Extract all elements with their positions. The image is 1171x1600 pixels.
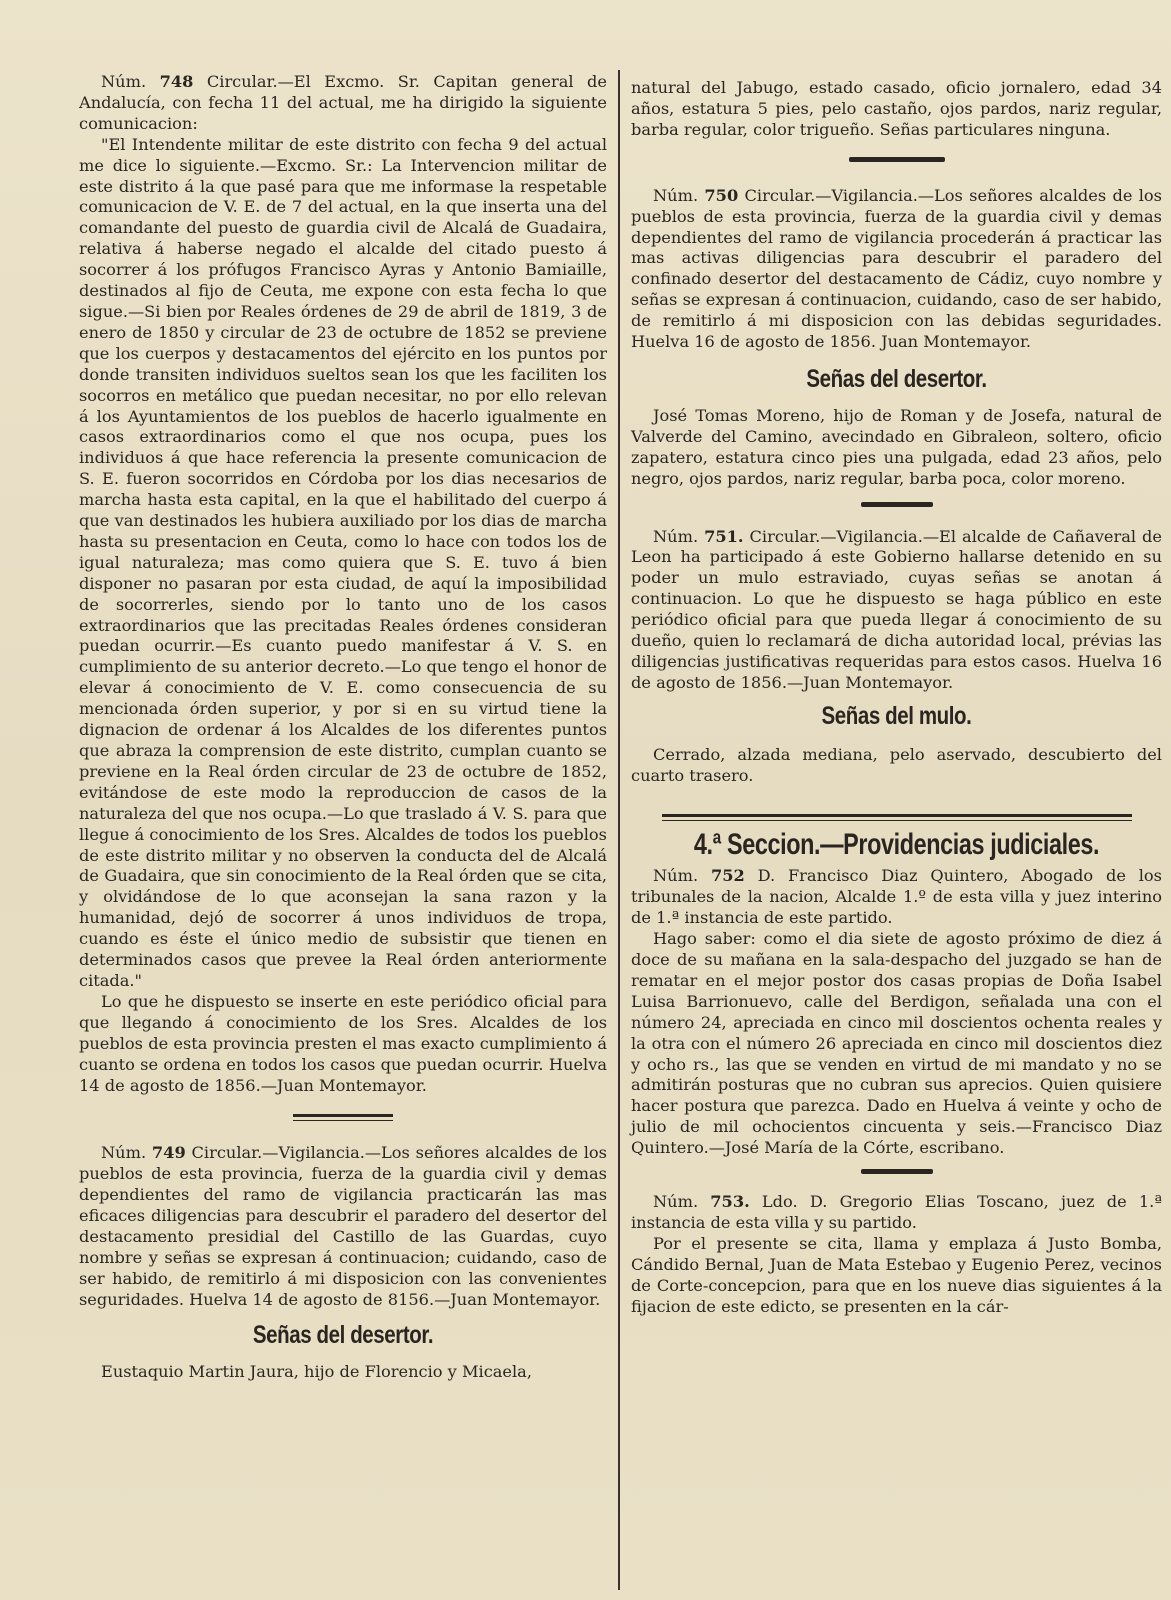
notice-label: Núm. xyxy=(101,1143,147,1163)
notice-label: Núm. xyxy=(653,866,699,886)
notice-text: Circular.—Vigilancia.—Los señores alcaldes de los pueblos de esta provincia, fuerza de la guardia civil y demas dependientes del ramo de vigilancia practicarán las mas eficaces diligencias para descubrir el paradero del desertor del destacamento presidial del Castillo de las Guardas, cuyo nombre y señas se expresan á continuacion; cuidando, caso de ser habido, de remitirlo á mi disposicion con las convenientes seguridades. Huelva 14 de agosto de 8156.—Juan Montemayor. xyxy=(79,1143,607,1309)
mulo-description: Cerrado, alzada mediana, pelo aservado, descubierto del cuarto trasero. xyxy=(631,744,1162,785)
notice-748-close: Lo que he dispuesto se inserte en este periódico oficial para que llegando á conocimiento de los Sres. Alcaldes de los pueblos de esta provincia presten el mas exacto cumplimiento á cuanto se ordena en todos los casos que puedan ocurrir. Huelva 14 de agosto de 1856.—Juan Montemayor. xyxy=(79,991,607,1095)
separator-rule xyxy=(861,1169,933,1174)
notice-number: 753. xyxy=(710,1192,750,1212)
desertor-description: José Tomas Moreno, hijo de Roman y de Josefa, natural de Valverde del Camino, avecindado en Gibraleon, soltero, oficio zapatero, estatura cinco pies una pulgada, edad 23 años, pelo negro, ojos pardos, nariz regular, barba poca, color moreno. xyxy=(631,405,1162,488)
notice-text: D. Francisco Diaz Quintero, Abogado de los tribunales de la nacion, Alcalde 1.º de esta villa y juez interino de 1.ª instancia de este partido. xyxy=(631,866,1162,928)
notice-748-quote: "El Intendente militar de este distrito con fecha 9 del actual me dice lo siguiente.—Excmo. Sr.: La Intervencion militar de este distrito á la que pasé para que me informase la respetable comunicacion de V. E. de 7 del actual, en la que inserta una del comandante del puesto de guardia civil de Alcalá de Guadaira, relativa á haberse negado el alcalde del citado puesto á socorrer á los prófugos Francisco Ayras y Antonio Bamiaille, destinados al fijo de Ceuta, me expone con esta fecha lo que sigue.—Si bien por Reales órdenes de 29 de abril de 1819, 3 de enero de 1850 y circular de 23 de octubre de 1852 se previene que los cuerpos y destacamentos del ejército en los puntos por donde transiten individuos sueltos sean los que les faciliten los socorros en metálico que puedan necesitar, no por ello relevan á los Ayuntamientos de los pueblos de hacerlo igualmente en casos extraordinarios como el que nos ocupa, pues los individuos á que hace referencia la presente comunicacion de S. E. fueron socorridos en Córdoba por los dias necesarios de marcha hasta esta capital, en la que el habilitado del cuerpo á que van destinados les hubiera auxiliado por los dias de marcha hasta su presentacion en Ceuta, como lo hace con todos los de igual naturaleza; mas como quiera que S. E. tuvo á bien disponer no pasaran por esta ciudad, de aquí la imposibilidad de socorrerles, siendo por lo tanto uno de los casos extraordinarios que las precitadas Reales órdenes consideran puedan ocurrir.—Es cuanto puedo manifestar á V. S. en cumplimiento de su anterior decreto.—Lo que tengo el honor de elevar á conocimiento de V. E. como consecuencia de su mencionada órden superior, y por si en su virtud tiene la dignacion de ordenar á los Alcaldes de los diferentes puntos que abraza la comprension de este distrito, cumplan cuanto se previene en la Real órden circular de 23 de octubre de 1852, evitándose de este modo la reproduccion de casos de la naturaleza del que nos ocupa.—Lo que traslado á V. S. para que llegue á conocimiento de los Sres. Alcaldes de todos los pueblos de este distrito militar y no observen la conducta del de Alcalá de Guadaira, que sin conocimiento de la Real órden que se cita, y olvidándose de lo que aconsejan la sana razon y la humanidad, dejó de socorrer á unos individuos de tropa, cuando es éste el único medio de subsistir que tienen en determinados casos que prevee la Real órden anteriormente citada." xyxy=(79,134,607,990)
separator-rule xyxy=(293,1114,393,1121)
notice-752-body: Hago saber: como el dia siete de agosto próximo de diez á doce de su mañana en la sala-despacho del juzgado se han de rematar en el mejor postor dos casas propias de Doña Isabel Luisa Barrionuevo, calle del Berdigon, señalada una con el número 24, apreciada en cinco mil doscientos ochenta reales y la otra con el número 26 apreciada en cinco mil doscientos diez y ocho rs., las que se venden en virtud de mi mandato y no se admitirán posturas que no cubran sus aprecios. Quien quisiere hacer postura que parezca. Dado en Huelva á veinte y ocho de julio de mil ochocientos cincuenta y seis.—Francisco Diaz Quintero.—José María de la Córte, escribano. xyxy=(631,929,1162,1158)
notice-text: Circular.—Vigilancia.—Los señores alcaldes de los pueblos de esta provincia, fuerza de la guardia civil y demas dependientes del ramo de vigilancia procederán á practicar las mas activas diligencias para descubrir el paradero del confinado desertor del destacamento de Cádiz, cuyo nombre y señas se expresan á continuacion, cuidando, caso de ser habido, de remitirlo á mi disposicion con las debidas seguridades. Huelva 16 de agosto de 1856. Juan Montemayor. xyxy=(631,185,1162,352)
notice-number: 748 xyxy=(159,72,194,91)
desertor-heading: Señas del desertor. xyxy=(806,364,987,393)
separator-rule xyxy=(849,157,945,162)
notice-749-intro xyxy=(79,1143,607,1310)
right-column xyxy=(631,78,1162,1318)
notice-number: 749 xyxy=(151,1143,186,1163)
left-column xyxy=(79,72,607,1382)
notice-label: Núm. xyxy=(653,185,699,205)
mulo-heading: Señas del mulo. xyxy=(821,701,972,730)
notice-label: Núm. xyxy=(101,72,147,91)
notice-749-continuation: natural del Jabugo, estado casado, oficio jornalero, edad 34 años, estatura 5 pies, pelo castaño, ojos pardos, nariz regular, barba regular, color trigueño. Señas particulares ninguna. xyxy=(631,78,1162,139)
notice-748-intro xyxy=(79,72,607,135)
section-rule xyxy=(662,814,1132,821)
notice-number: 750 xyxy=(704,185,739,205)
separator-rule xyxy=(861,502,933,507)
desertor-heading: Señas del desertor. xyxy=(252,1320,434,1349)
notice-number: 751. xyxy=(704,526,744,546)
notice-text: Circular.—El Excmo. Sr. Capitan general de Andalucía, con fecha 11 del actual, me ha dirigido la siguiente comunicacion: xyxy=(79,72,607,133)
notice-751-intro xyxy=(631,527,1162,694)
notice-number: 752 xyxy=(710,866,745,886)
notice-label: Núm. xyxy=(653,1192,699,1212)
column-divider xyxy=(618,70,620,1590)
notice-label: Núm. xyxy=(653,526,699,546)
notice-753-intro xyxy=(631,1192,1162,1234)
section-title: 4.ª Seccion.—Providencias judiciales. xyxy=(693,828,1100,862)
notice-750-intro xyxy=(631,186,1162,353)
notice-753-body: Por el presente se cita, llama y emplaza á Justo Bomba, Cándido Bernal, Juan de Mata Estebao y Eugenio Perez, vecinos de Corte-concepcion, para que en los nueve dias siguientes á la fijacion de este edicto, se presenten en la cár- xyxy=(631,1233,1162,1316)
notice-text: Circular.—Vigilancia.—El alcalde de Cañaveral de Leon ha participado á este Gobierno hallarse detenido en su poder un mulo estraviado, cuyas señas se anotan á continuacion. Lo que he dispuesto se haga público en este periódico oficial para que pueda llegar á conocimiento de su dueño, quien lo reclamará de dicha autoridad local, prévias las diligencias justificativas requeridas para estos casos. Huelva 16 de agosto de 1856.—Juan Montemayor. xyxy=(631,526,1162,692)
notice-752-intro xyxy=(631,866,1162,929)
notice-text: Ldo. D. Gregorio Elias Toscano, juez de 1.ª instancia de esta villa y su partido. xyxy=(631,1192,1162,1232)
desertor-description: Eustaquio Martin Jaura, hijo de Florencio y Micaela, xyxy=(101,1361,532,1381)
